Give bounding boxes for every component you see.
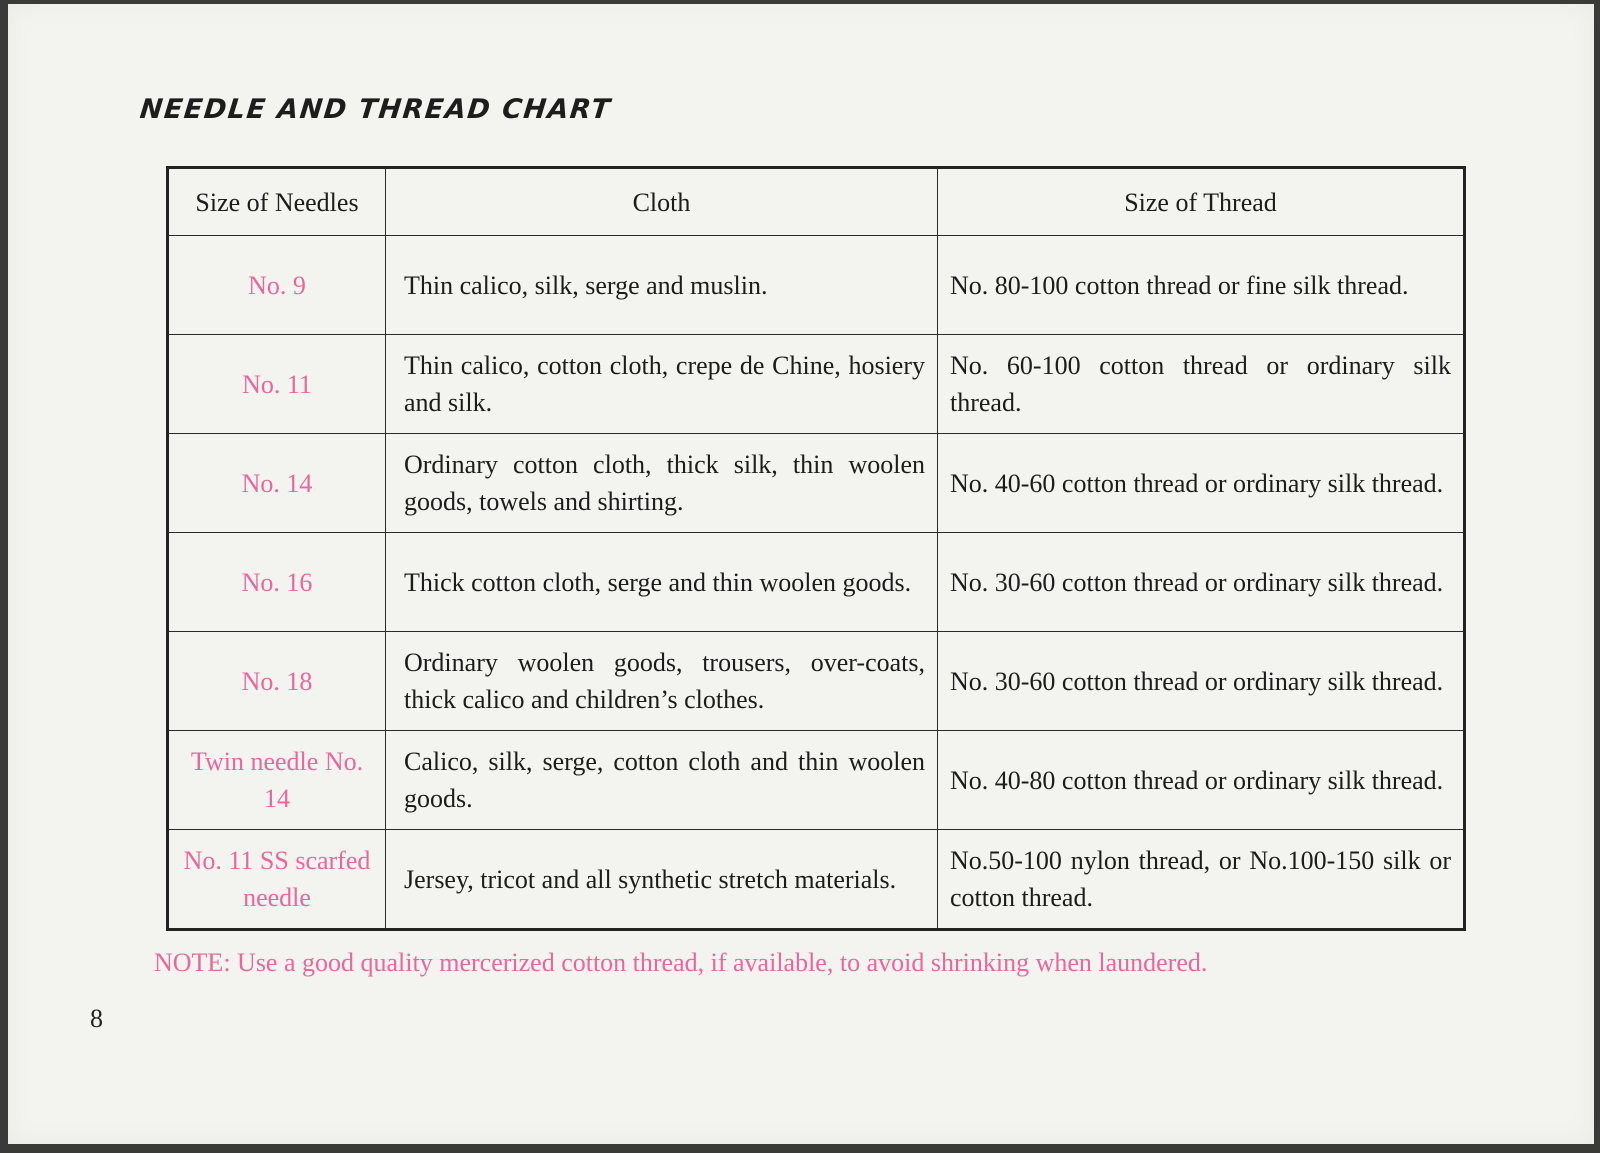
cloth-cell: Calico, silk, serge, cotton cloth and thin woolen goods. [386, 731, 938, 830]
note-text: NOTE: Use a good quality mercerized cotton thread, if available, to avoid shrinking when laundered. [154, 948, 1208, 977]
thread-size-cell: No. 60-100 cotton thread or ordinary silk thread. [938, 335, 1465, 434]
needle-size-cell: No. 18 [168, 632, 386, 731]
header-cloth: Cloth [386, 168, 938, 236]
cloth-cell: Thick cotton cloth, serge and thin woolen goods. [386, 533, 938, 632]
thread-size-cell: No. 40-60 cotton thread or ordinary silk thread. [938, 434, 1465, 533]
table-row [168, 335, 1465, 434]
cloth-cell: Thin calico, silk, serge and muslin. [386, 236, 938, 335]
needle-size-cell: Twin needle No. 14 [168, 731, 386, 830]
manual-page [8, 4, 1594, 1144]
needle-size-cell: No. 16 [168, 533, 386, 632]
table-header-row [168, 168, 1465, 236]
table-row [168, 632, 1465, 731]
needle-thread-table [166, 166, 1466, 931]
cloth-cell: Ordinary woolen goods, trousers, over-coats, thick calico and children’s clothes. [386, 632, 938, 731]
thread-size-cell: No. 30-60 cotton thread or ordinary silk thread. [938, 632, 1465, 731]
cloth-cell: Jersey, tricot and all synthetic stretch materials. [386, 830, 938, 930]
table-row [168, 434, 1465, 533]
needle-size-cell: No. 11 [168, 335, 386, 434]
thread-size-cell: No. 40-80 cotton thread or ordinary silk thread. [938, 731, 1465, 830]
needle-size-cell: No. 14 [168, 434, 386, 533]
thread-size-cell: No. 80-100 cotton thread or fine silk thread. [938, 236, 1465, 335]
cloth-cell: Thin calico, cotton cloth, crepe de Chine, hosiery and silk. [386, 335, 938, 434]
page-title: NEEDLE AND THREAD CHART [138, 94, 613, 125]
table-row [168, 731, 1465, 830]
thread-size-cell: No.50-100 nylon thread, or No.100-150 silk or cotton thread. [938, 830, 1465, 930]
needle-size-cell: No. 9 [168, 236, 386, 335]
needle-size-cell: No. 11 SS scarfed needle [168, 830, 386, 930]
thread-size-cell: No. 30-60 cotton thread or ordinary silk thread. [938, 533, 1465, 632]
page-number: 8 [90, 1004, 103, 1033]
table-row [168, 236, 1465, 335]
header-size-of-thread: Size of Thread [938, 168, 1465, 236]
table-row [168, 830, 1465, 930]
cloth-cell: Ordinary cotton cloth, thick silk, thin woolen goods, towels and shirting. [386, 434, 938, 533]
header-size-of-needles: Size of Needles [168, 168, 386, 236]
table-row [168, 533, 1465, 632]
